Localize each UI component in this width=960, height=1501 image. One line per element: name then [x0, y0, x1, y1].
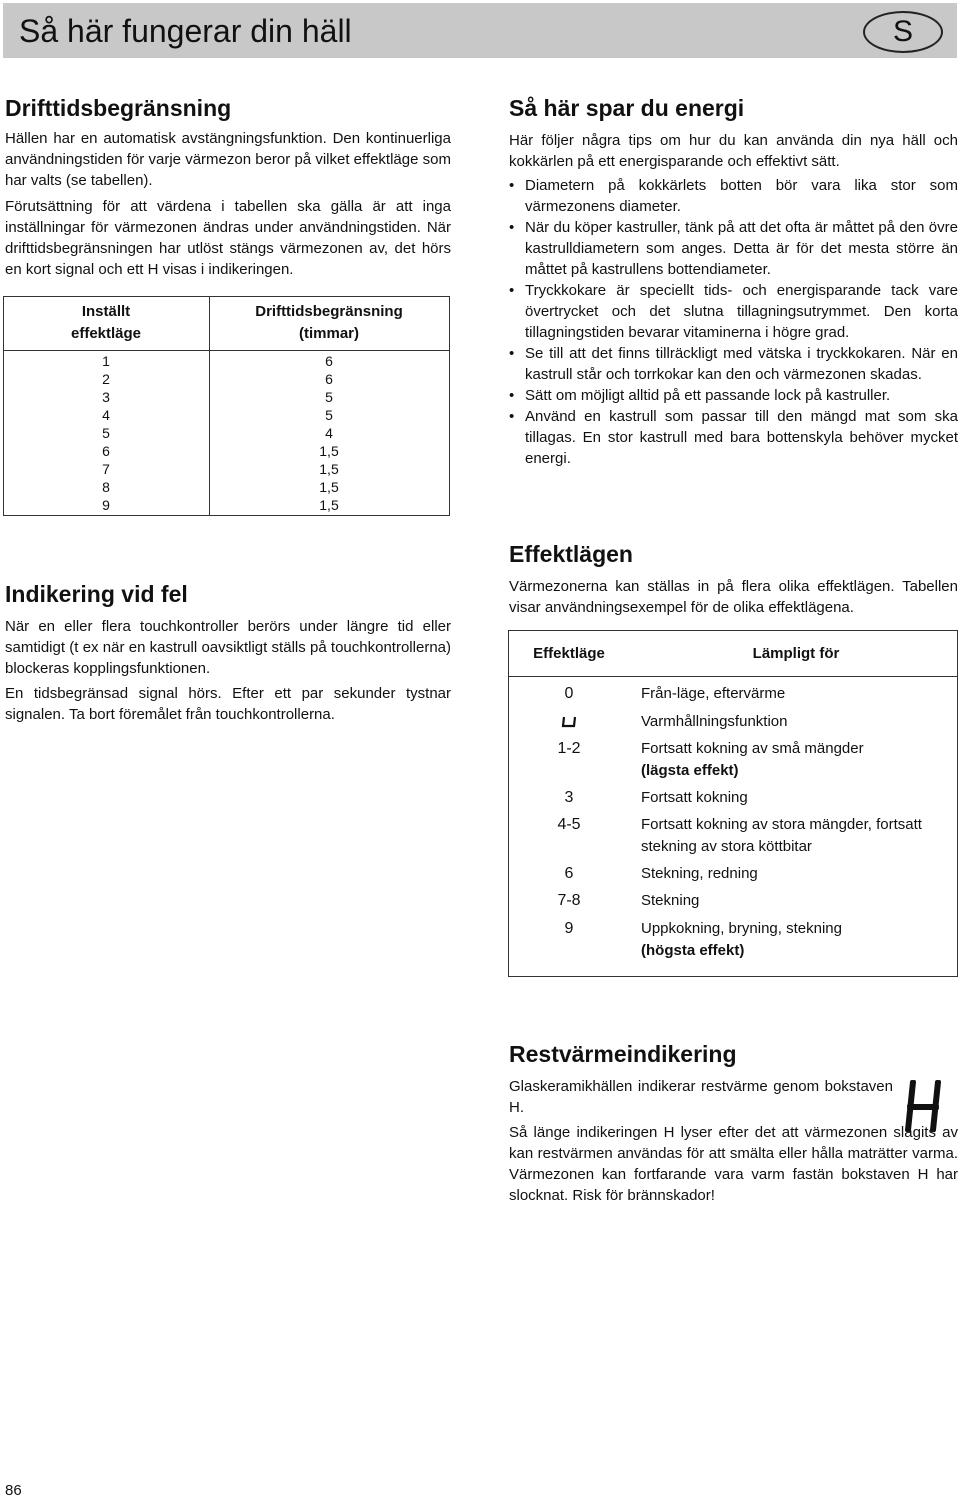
drift-level-cell: 9	[102, 497, 110, 513]
effekt-desc-cell	[641, 683, 951, 705]
drift-table-header-hours-line1: Drifttidsbegränsning	[255, 303, 403, 320]
rest-section	[509, 1040, 958, 1206]
effekt-desc-cell	[641, 711, 951, 733]
effekt-level-cell: 0	[564, 685, 574, 702]
effekt-table	[508, 630, 958, 977]
fel-paragraph-2: En tidsbegränsad signal hörs. Efter ett par sekunder tystnar signalen. Ta bort föremålet från touchkontrollerna.	[5, 685, 451, 723]
effekt-desc-text: Från-läge, eftervärme	[641, 685, 786, 702]
drift-level-cell: 8	[102, 479, 110, 495]
energi-heading: Så här spar du energi	[509, 95, 745, 121]
drift-table-hours	[209, 352, 449, 514]
language-badge: S	[863, 11, 943, 53]
drift-hours-cell: 6	[325, 353, 333, 369]
effekt-desc-cell	[641, 787, 951, 809]
keep-warm-icon	[509, 711, 629, 735]
drift-paragraph-1: Hällen har en automatisk avstängningsfunktion. Den kontinuerliga användningstiden för varje värmezon beror på vilket effektläge som har valts (se tabellen).	[5, 130, 451, 189]
drift-hours-cell: 1,5	[319, 461, 339, 477]
drift-level-cell: 2	[102, 371, 110, 387]
drift-level-cell: 3	[102, 389, 110, 405]
effekt-level-cell: 6	[564, 865, 574, 882]
effekt-desc-text: Uppkokning, bryning, stekning	[641, 920, 842, 937]
effekt-desc-text: Stekning	[641, 892, 700, 909]
drift-table-header-hours	[209, 301, 449, 345]
effekt-level-cell: 7-8	[557, 892, 581, 909]
effekt-level-cell: 1-2	[557, 740, 581, 757]
drift-hours-cell: 4	[325, 425, 333, 441]
rest-paragraph-1: Glaskeramikhällen indikerar restvärme genom bokstaven H.	[509, 1078, 893, 1116]
drift-level-cell: 5	[102, 425, 110, 441]
fel-section	[5, 580, 451, 725]
drift-table-levels	[4, 352, 208, 514]
page-header	[3, 3, 957, 58]
drift-table-header-level-line1: Inställt	[81, 303, 131, 320]
effekt-desc-cell	[641, 738, 951, 782]
energi-tip-item: • Diametern på kokkärlets botten bör vara lika stor som värmezonens diameter.	[509, 175, 958, 217]
effekt-heading: Effektlägen	[509, 541, 633, 567]
effekt-section	[509, 540, 958, 618]
drift-level-cell: 1	[102, 353, 110, 369]
energi-tip-item: • Sätt om möjligt alltid på ett passande lock på kastruller.	[509, 385, 958, 406]
effekt-desc-cell	[641, 863, 951, 885]
page-title: Så här fungerar din häll	[19, 13, 352, 49]
effekt-level-cell: 4-5	[557, 816, 581, 833]
drift-hours-cell: 6	[325, 371, 333, 387]
effekt-desc-cell	[641, 814, 951, 858]
effekt-table-divider	[509, 676, 957, 677]
energi-tip-item: • När du köper kastruller, tänk på att det ofta är måttet på den övre kastrulldiametern som anges. Detta är för det mesta större än måttet på kastrullens bottendiameter.	[509, 217, 958, 280]
fel-paragraph-1: När en eller flera touchkontroller berörs under längre tid eller samtidigt (t ex när en kastrull oavsiktligt ställs på touchkontrollerna) blockeras kopplingsfunktionen.	[5, 618, 451, 677]
page-number: 86	[5, 1482, 22, 1499]
rest-heading: Restvärmeindikering	[509, 1041, 737, 1067]
effekt-intro: Värmezonerna kan ställas in på flera olika effektlägen. Tabellen visar användningsexempel för de olika effektlägena.	[509, 578, 958, 616]
fel-heading: Indikering vid fel	[5, 581, 188, 607]
effekt-table-header-level: Effektläge	[533, 645, 605, 662]
drift-level-cell: 4	[102, 407, 110, 423]
effekt-desc-cell	[641, 918, 951, 962]
energi-section	[509, 94, 958, 469]
drift-hours-cell: 5	[325, 407, 333, 423]
energi-tip-item: • Se till att det finns tillräckligt med vätska i tryckkokaren. När en kastrull står och torrkokar kan den och värmezonen skadas.	[509, 343, 958, 385]
effekt-table-header-use: Lämpligt för	[752, 645, 840, 662]
drift-level-cell: 6	[102, 443, 110, 459]
drift-level-cell: 7	[102, 461, 110, 477]
energi-tip-item: • Använd en kastrull som passar till den mängd mat som ska tillagas. En stor kastrull med bara bottenskyla behöver mycket energi.	[509, 406, 958, 469]
effekt-desc-cell	[641, 890, 951, 912]
effekt-desc-text: Stekning, redning	[641, 865, 758, 882]
drift-hours-cell: 5	[325, 389, 333, 405]
energi-tip-item: • Tryckkokare är speciellt tids- och energisparande tack vare övertrycket och det slutna tillagningsutrymmet. Den korta tillagningstiden bevarar vitaminerna i högre grad.	[509, 280, 958, 343]
drift-paragraph-2: Förutsättning för att värdena i tabellen ska gälla är att inga inställningar för värmezonen ändras under användningstiden. När drifttidsbegränsningen har utlöst stängs värmezonen av, det hörs en kort signal och ett H visas i indikeringen.	[5, 198, 451, 278]
energi-tips-list	[509, 175, 958, 469]
effekt-desc-text: Fortsatt kokning av små mängder	[641, 740, 864, 757]
drift-hours-cell: 1,5	[319, 479, 339, 495]
drift-table-header-hours-line2: (timmar)	[298, 325, 359, 342]
drift-table-divider	[4, 350, 449, 351]
effekt-level-cell: 9	[564, 920, 574, 937]
effekt-level-cell: 3	[564, 789, 574, 806]
energi-intro: Här följer några tips om hur du kan använda din nya häll och kokkärlen på ett energisparande och effektivt sätt.	[509, 132, 958, 170]
effekt-desc-note: (högsta effekt)	[641, 942, 745, 959]
drift-table-header-level-line2: effektläge	[70, 325, 142, 342]
drift-table	[3, 296, 450, 516]
effekt-desc-text: Fortsatt kokning	[641, 789, 748, 806]
drift-hours-cell: 1,5	[319, 497, 339, 513]
effekt-desc-text: Fortsatt kokning av stora mängder, fortsatt stekning av stora köttbitar	[641, 816, 922, 855]
drift-hours-cell: 1,5	[319, 443, 339, 459]
residual-heat-h-icon	[905, 1078, 945, 1134]
drift-table-header-level	[4, 301, 208, 345]
drift-heading: Drifttidsbegränsning	[5, 95, 232, 121]
effekt-desc-text: Varmhållningsfunktion	[641, 713, 788, 730]
effekt-desc-note: (lägsta effekt)	[641, 762, 739, 779]
drift-section	[5, 94, 451, 280]
rest-paragraph-2: Så länge indikeringen H lyser efter det att värmezonen slagits av kan restvärmen användas för att smälta eller hålla maträtter varma. Värmezonen kan fortfarande vara varm fastän bokstaven H har slocknat. Risk för brännskador!	[509, 1124, 958, 1204]
